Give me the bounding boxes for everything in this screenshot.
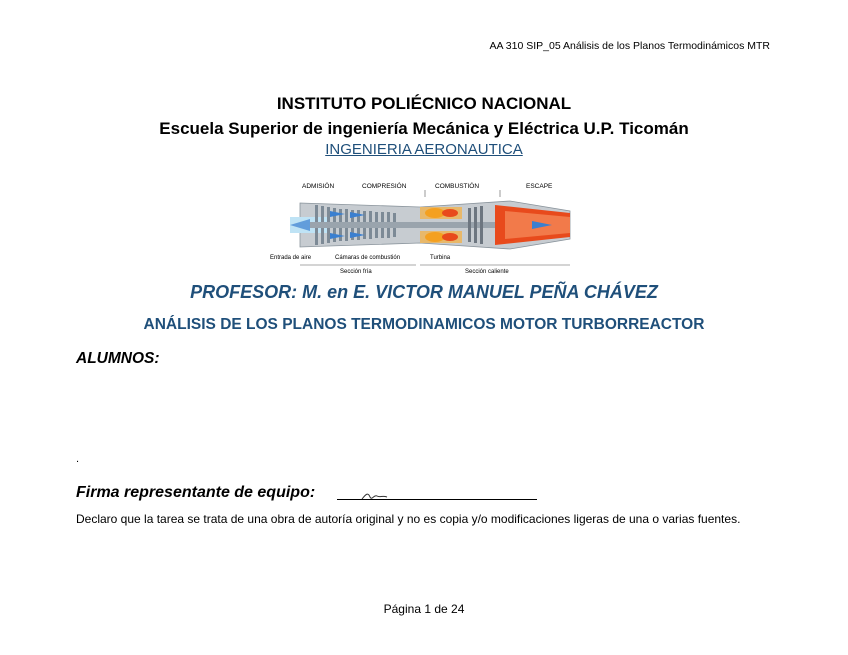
label-escape: ESCAPE [526, 183, 553, 190]
professor-heading: PROFESOR: M. en E. VICTOR MANUEL PEÑA CHÁVEZ [190, 282, 658, 302]
program-link-text: INGENIERIA AERONAUTICA [325, 141, 523, 158]
label-entrada-aire: Entrada de aire [270, 255, 312, 261]
document-header-code: AA 310 SIP_05 Análisis de los Planos Termodinámicos MTR [489, 40, 770, 52]
label-seccion-fria: Sección fría [340, 269, 372, 275]
institute-title: INSTITUTO POLIÉCNICO NACIONAL [276, 94, 572, 113]
label-turbina: Turbina [430, 255, 451, 261]
label-seccion-caliente: Sección caliente [465, 269, 509, 275]
turbojet-engine-illustration [270, 181, 580, 276]
label-combustion: COMBUSTIÓN [435, 183, 480, 190]
page-number: Página 1 de 24 [383, 602, 465, 616]
handwritten-signature [360, 488, 390, 502]
stray-dot: . [76, 453, 80, 465]
label-camaras-combustion: Cámaras de combustión [335, 255, 401, 261]
authorship-declaration: Declaro que la tarea se trata de una obra de autoría original y no es copia y/o modificaciones ligeras de una o varias fuentes. [76, 512, 741, 526]
subject-heading: ANÁLISIS DE LOS PLANOS TERMODINAMICOS MOTOR TURBORREACTOR [143, 316, 705, 333]
school-title: Escuela Superior de ingeniería Mecánica y Eléctrica U.P. Ticomán [159, 119, 689, 138]
label-compresion: COMPRESIÓN [362, 183, 407, 190]
program-title [0, 141, 848, 158]
signature-label: Firma representante de equipo: [76, 484, 316, 501]
label-admision: ADMISIÓN [302, 183, 335, 190]
students-label: ALUMNOS: [76, 350, 160, 367]
